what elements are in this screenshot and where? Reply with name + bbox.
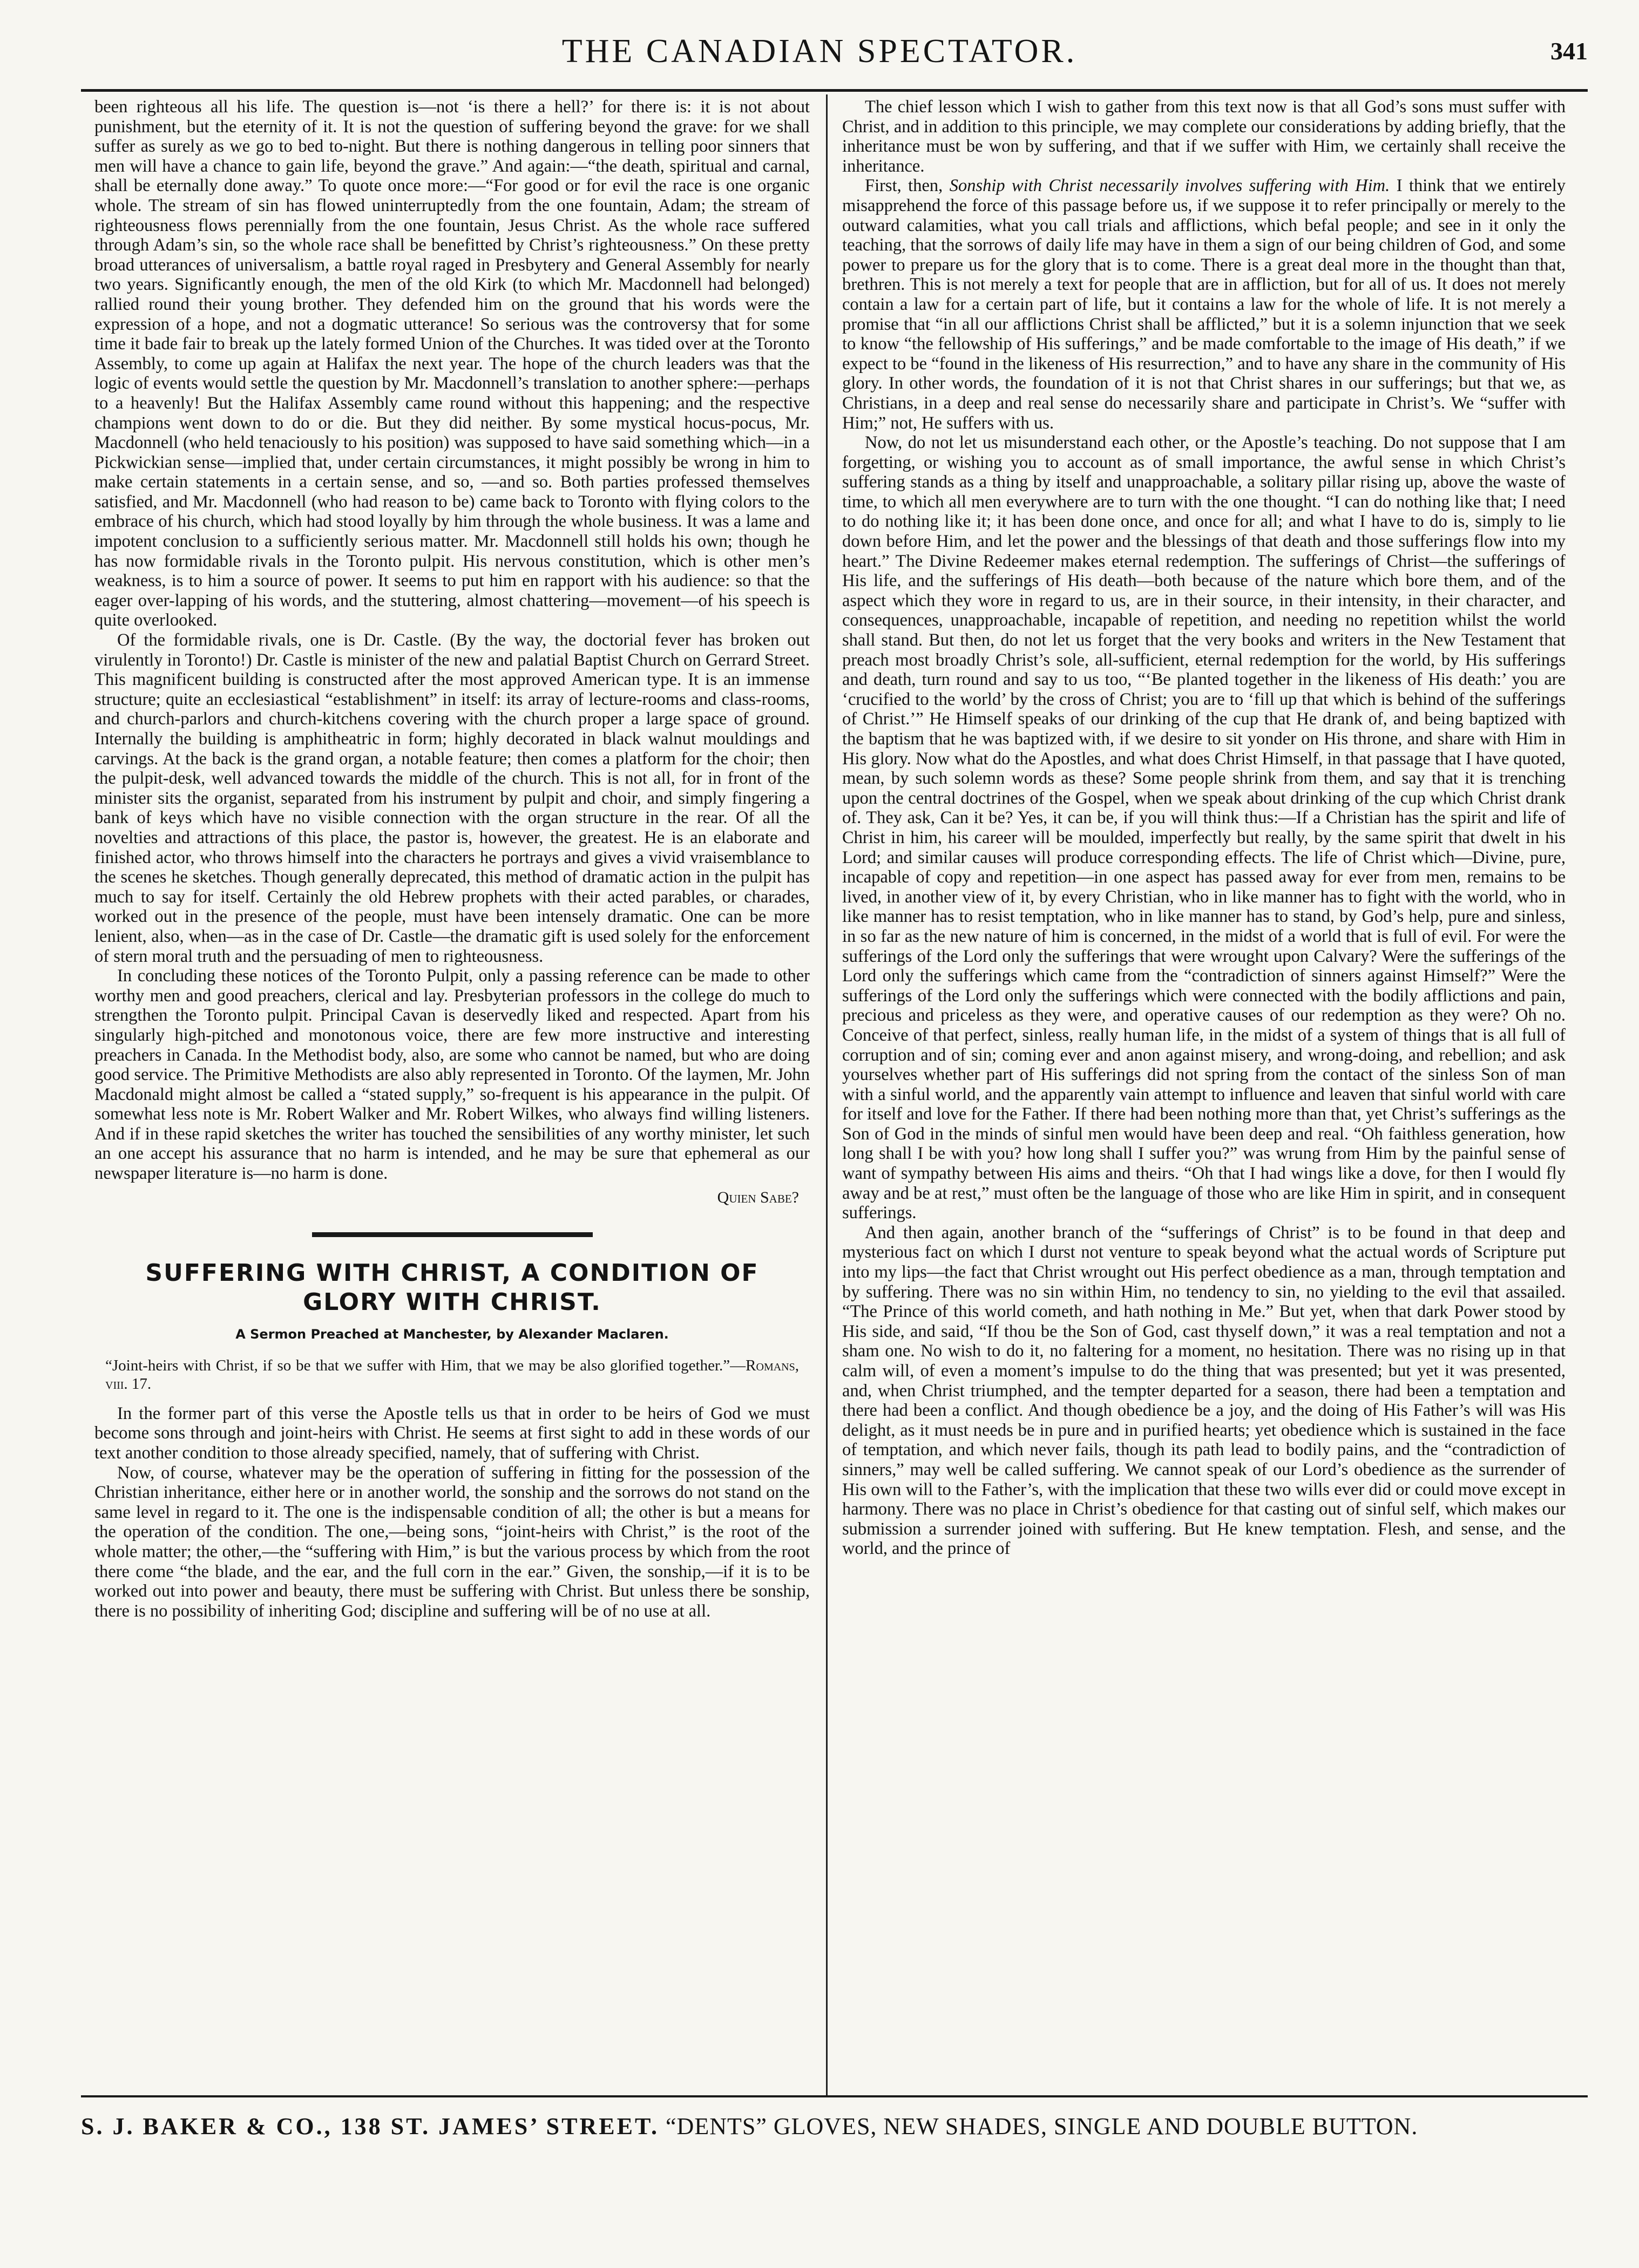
epigraph-reference: Romans, viii. 17.	[105, 1356, 799, 1393]
advertisement-text: “DENTS” GLOVES, NEW SHADES, SINGLE AND DOUBLE BUTTON.	[666, 2113, 1418, 2140]
left-column	[94, 97, 810, 2090]
section-separator	[312, 1232, 593, 1237]
sermon-paragraph: The chief lesson which I wish to gather from this text now is that all God’s sons must suffer with Christ, and in addition to this principle, we may complete our considerations by adding briefly, that the inheritance must be won by suffering, and that if we suffer with Him, we certainly shall receive the inheritance.	[842, 97, 1566, 176]
author-signature: Quien Sabe?	[717, 1188, 799, 1206]
right-column	[842, 97, 1566, 2090]
page-number: 341	[1550, 37, 1588, 65]
paragraph-heading: Sonship with Christ necessarily involves suffering with Him.	[949, 176, 1390, 196]
footer-rule	[81, 2095, 1588, 2097]
paragraph-body: I think that we entirely misapprehend the force of this passage before us, if we suppose it to refer principally or merely to the outward calamities, what you call trials and afflictions, which befal people; and see in it only the teaching, that the sorrows of daily life may have in them a sign of our being children of God, and some power to prepare us for the glory that is to come. There is a great deal more in the thought than that, brethren. This is not merely a text for people that are in affliction, but for all of us. It does not merely contain a law for a certain part of life, but it contains a law for the whole of life. It is not merely a promise that “in all our afflictions Christ shall be afflicted,” but it is a solemn injunction that we seek to know “the fellowship of His sufferings,” and be made comfortable to the image of His death,” if we expect to be “found in the likeness of His resurrection,” and to have any share in the community of His glory. In other words, the foundation of it is not that Christ shares in our sufferings; but that we, as Christians, in a deep and real sense do necessarily share and participate in Christ’s. We “suffer with Him;” not, He suffers with us.	[842, 176, 1566, 433]
article-paragraph: been righteous all his life. The question is—not ‘is there a hell?’ for there is: it is not about punishment, but the eternity of it. It is not the question of suffering beyond the grave: for we shall suffer as surely as we go to bed to-night. But there is nothing dangerous in telling poor sinners that men will have a chance to gain life, beyond the grave.” And again:—“the death, spiritual and carnal, shall be eternally done away.” To quote once more:—“For good or for evil the race is one organic whole. The stream of sin has flowed uninterruptedly from the one fountain, Adam; the stream of righteousness flows perennially from the one fountain, Jesus Christ. As the whole race suffered through Adam’s sin, so the whole race shall be benefitted by Christ’s righteousness.” On these pretty broad utterances of universalism, a battle royal raged in Presbytery and General Assembly for nearly two years. Significantly enough, the men of the old Kirk (to which Mr. Macdonnell had belonged) rallied round their young brother. They defended him on the ground that his words were the expression of a hope, and not a dogmatic utterance! So serious was the controversy that for some time it bade fair to break up the lately formed Union of the Churches. It was tided over at the Toronto Assembly, to come up again at Halifax the next year. The hope of the church leaders was that the logic of events would settle the question by Mr. Macdonnell’s translation to another sphere:—perhaps to a heavenly! But the Halifax Assembly came round without this happening; and the respective champions went down to do or die. But they did neither. By some mystical hocus-pocus, Mr. Macdonnell (who held tenaciously to his position) was supposed to have said something which—in a Pickwickian sense—implied that, under certain circumstances, it might possibly be wrong in him to make certain statements in a certain sense, and so, —and so. Both parties professed themselves satisfied, and Mr. Macdonnell (who had reason to be) came back to Toronto with flying colors to the embrace of his church, which had stood loyally by him through the whole business. It was a lame and impotent conclusion to a sufficiently serious matter. Mr. Macdonnell still holds his own; though he has now formidable rivals in the Toronto pulpit. His nervous constitution, which is other men’s weakness, is to him a source of power. It seems to put him en rapport with his audience: so that the eager over-lapping of his words, and the stuttering, almost chattering—movement—of his speech is quite overlooked.	[94, 97, 810, 630]
masthead-title: THE CANADIAN SPECTATOR.	[561, 33, 1078, 70]
sermon-paragraph: Now, of course, whatever may be the operation of suffering in fitting for the possession of the Christian inheritance, either here or in another world, the sonship and the sorrows do not stand on the same level in regard to it. The one is the indispensable condition of all; the other is but a means for the operation of the condition. The one,—being sons, “joint-heirs with Christ,” is the root of the whole matter; the other,—the “suffering with Him,” is but the various process by which from the root there come “the blade, and the ear, and the full corn in the ear.” Given, the sonship,—if it is to be worked out into power and beauty, there must be suffering with Christ. But unless there be sonship, there is no possibility of inheriting God; discipline and suffering will be of no use at all.	[94, 1463, 810, 1621]
sermon-byline: A Sermon Preached at Manchester, by Alexander Maclaren.	[235, 1327, 669, 1342]
header-rule	[81, 89, 1588, 92]
sermon-paragraph	[842, 176, 1566, 433]
paragraph-intro: First, then,	[865, 176, 950, 196]
sermon-paragraph: Now, do not let us misunderstand each other, or the Apostle’s teaching. Do not suppose that I am forgetting, or wishing you to account as of small importance, the awful sense in which Christ’s suffering stands as a thing by itself and unapproachable, a solitary pillar rising up, above the waste of time, to which all men everywhere are to turn with the one thought. “I can do nothing like that; I need to do nothing like it; it has been done once, and once for all; and what I have to do is, simply to lie down before Him, and let the power and the blessings of that death and those sufferings flow into my heart.” The Divine Redeemer makes eternal redemption. The sufferings of Christ—the sufferings of His life, and the sufferings of His death—both because of the nature which bore them, and of the aspect which they wore in regard to us, are in their source, in their intensity, in their character, and consequences, unapproachable, incapable of repetition, and needing no repetition whilst the world shall stand. But then, do not let us forget that the very books and writers in the New Testament that preach most broadly Christ’s sole, all-sufficient, eternal redemption for the world, by His sufferings and death, turn round and say to us too, “‘Be planted together in the likeness of His death:’ you are ‘crucified to the world’ by the cross of Christ; you are to ‘fill up that which is behind of the sufferings of Christ.’” He Himself speaks of our drinking of the cup that He drank of, and being baptized with the baptism that he was baptized with, if we desire to sit yonder on His throne, and share with Him in His glory. Now what do the Apostles, and what does Christ Himself, in that passage that I have quoted, mean, by such solemn words as these? Some people shrink from them, and say that it is trenching upon the central doctrines of the Gospel, when we speak about drinking of the cup which Christ drank of. They ask, Can it be? Yes, it can be, if you will think thus:—If a Christian has the spirit and life of Christ in him, his career will be moulded, imperfectly but really, by the same spirit that dwelt in his Lord; and similar causes will produce corresponding effects. The life of Christ which—Divine, pure, incapable of copy and repetition—in one aspect has passed away for ever from men, remains to be lived, in another view of it, by every Christian, who in like manner has to fight with the world, who in like manner has to resist temptation, who in like manner has to stand, by God’s help, pure and sinless, in so far as the new nature of him is concerned, in the midst of a world that is full of evil. For were the sufferings of the Lord only the sufferings that were wrought upon Calvary? Were the sufferings of the Lord only the sufferings which came from the “contradiction of sinners against Himself?” Were the sufferings of the Lord only the sufferings which were connected with the bodily afflictions and pain, precious and priceless as they were, and operative causes of our redemption as they were? Oh no. Conceive of that perfect, sinless, really human life, in the midst of a system of things that is all full of corruption and of sin; coming ever and anon against misery, and wrong-doing, and rebellion; and ask yourselves whether part of His sufferings did not spring from the contact of the sinless Son of man with a sinful world, and the apparently vain attempt to influence and leaven that sinful world with care for itself and love for the Father. If there had been nothing more than that, yet Christ’s sufferings as the Son of God in the minds of sinful men would have been deep and real. “Oh faithless generation, how long shall I be with you? how long shall I suffer you?” was wrung from Him by the painful sense of want of sympathy between His aims and theirs. “Oh that I had wings like a dove, for then I would fly away and be at rest,” must often be the language of those who are like Him in spirit, and in consequent sufferings.	[842, 433, 1566, 1223]
column-divider	[826, 94, 828, 2097]
epigraph-text: “Joint-heirs with Christ, if so be that we suffer with Him, that we may be also glorified together.”—	[105, 1356, 746, 1374]
advertisement-footer	[81, 2102, 1607, 2151]
sermon-epigraph	[105, 1356, 799, 1393]
article-paragraph: Of the formidable rivals, one is Dr. Castle. (By the way, the doctorial fever has broken out virulently in Toronto!) Dr. Castle is minister of the new and palatial Baptist Church on Gerrard Street. This magnificent building is constructed after the most approved American type. It is an immense structure; quite an ecclesiastical “establishment” in itself: its array of lecture-rooms and class-rooms, and church-parlors and church-kitchens covering with the church proper a large space of ground. Internally the building is amphitheatric in form; highly decorated in black walnut mouldings and carvings. At the back is the grand organ, a notable feature; then comes a platform for the choir; then the pulpit-desk, well advanced towards the middle of the church. This is not all, for in front of the minister sits the organist, separated from his instrument by pulpit and choir, and simply fingering a bank of keys which have no visible connection with the organ structure in the rear. Of all the novelties and attractions of this place, the pastor is, however, the greatest. He is an elaborate and finished actor, who throws himself into the characters he portrays and gives a vivid vraisemblance to the scenes he sketches. Though generally deprecated, this method of dramatic action in the pulpit has much to say for itself. Certainly the old Hebrew prophets with their acted parables, or charades, worked out in the presence of the people, must have been intensely dramatic. One can be more lenient, also, when—as in the case of Dr. Castle—the dramatic gift is used solely for the enforcement of stern moral truth and the persuading of men to righteousness.	[94, 630, 810, 966]
advertiser-name: S. J. BAKER & CO., 138 ST. JAMES’ STREET.	[81, 2113, 660, 2140]
sermon-title: SUFFERING WITH CHRIST, A CONDITION OF GLORY WITH CHRIST.	[145, 1259, 759, 1316]
article-paragraph: In concluding these notices of the Toronto Pulpit, only a passing reference can be made to other worthy men and good preachers, clerical and lay. Presbyterian professors in the college do much to strengthen the Toronto pulpit. Principal Cavan is deservedly liked and respected. Apart from his singularly high-pitched and monotonous voice, there are few more instructive and interesting preachers in Canada. In the Methodist body, also, are some who cannot be named, but who are doing good service. The Primitive Methodists are also ably represented in Toronto. Of the laymen, Mr. John Macdonald might almost be called a “stated supply,” so-frequent is his appearance in the pulpit. Of somewhat less note is Mr. Robert Walker and Mr. Robert Wilkes, who always find willing listeners. And if in these rapid sketches the writer has touched the sensibilities of any worthy minister, let such an one accept his assurance that no harm is intended, and he may be sure that ephemeral as our newspaper literature is—no harm is done.	[94, 966, 810, 1184]
sermon-paragraph: And then again, another branch of the “sufferings of Christ” is to be found in that deep and mysterious fact on which I durst not venture to speak beyond what the actual words of Scripture put into my lips—the fact that Christ wrought out His perfect obedience as a man, through temptation and by suffering. There was no sin within Him, no tendency to sin, no yielding to the evil that assailed. “The Prince of this world cometh, and hath nothing in Me.” But yet, when that dark Power stood by His side, and said, “If thou be the Son of God, cast thyself down,” it was a real temptation and not a sham one. No wish to do it, no faltering for a moment, no hesitation. There was no rising up in that calm will, of even a moment’s impulse to do the thing that was presented; but yet it was presented, and, when Christ triumphed, and the tempter departed for a season, there had been a temptation and there had been a conflict. And though obedience be a joy, and the doing of His Father’s will was His delight, as it must needs be in pure and in purified hearts; yet obedience which is sustained in the face of temptation, and which never fails, though its path lead to bodily pains, and the “contradiction of sinners,” may well be called suffering. We cannot speak of our Lord’s obedience as the surrender of His own will to the Father’s, with the implication that these two wills ever did or could move except in harmony. There was no place in Christ’s obedience for that casting out of sinful self, which makes our submission a surrender joined with suffering. But He knew temptation. Flesh, and sense, and the world, and the prince of	[842, 1223, 1566, 1559]
sermon-paragraph: In the former part of this verse the Apostle tells us that in order to be heirs of God we must become sons through and joint-heirs with Christ. He seems at first sight to add in these words of our text another condition to those already specified, namely, that of suffering with Christ.	[94, 1403, 810, 1463]
page-header	[0, 22, 1639, 86]
